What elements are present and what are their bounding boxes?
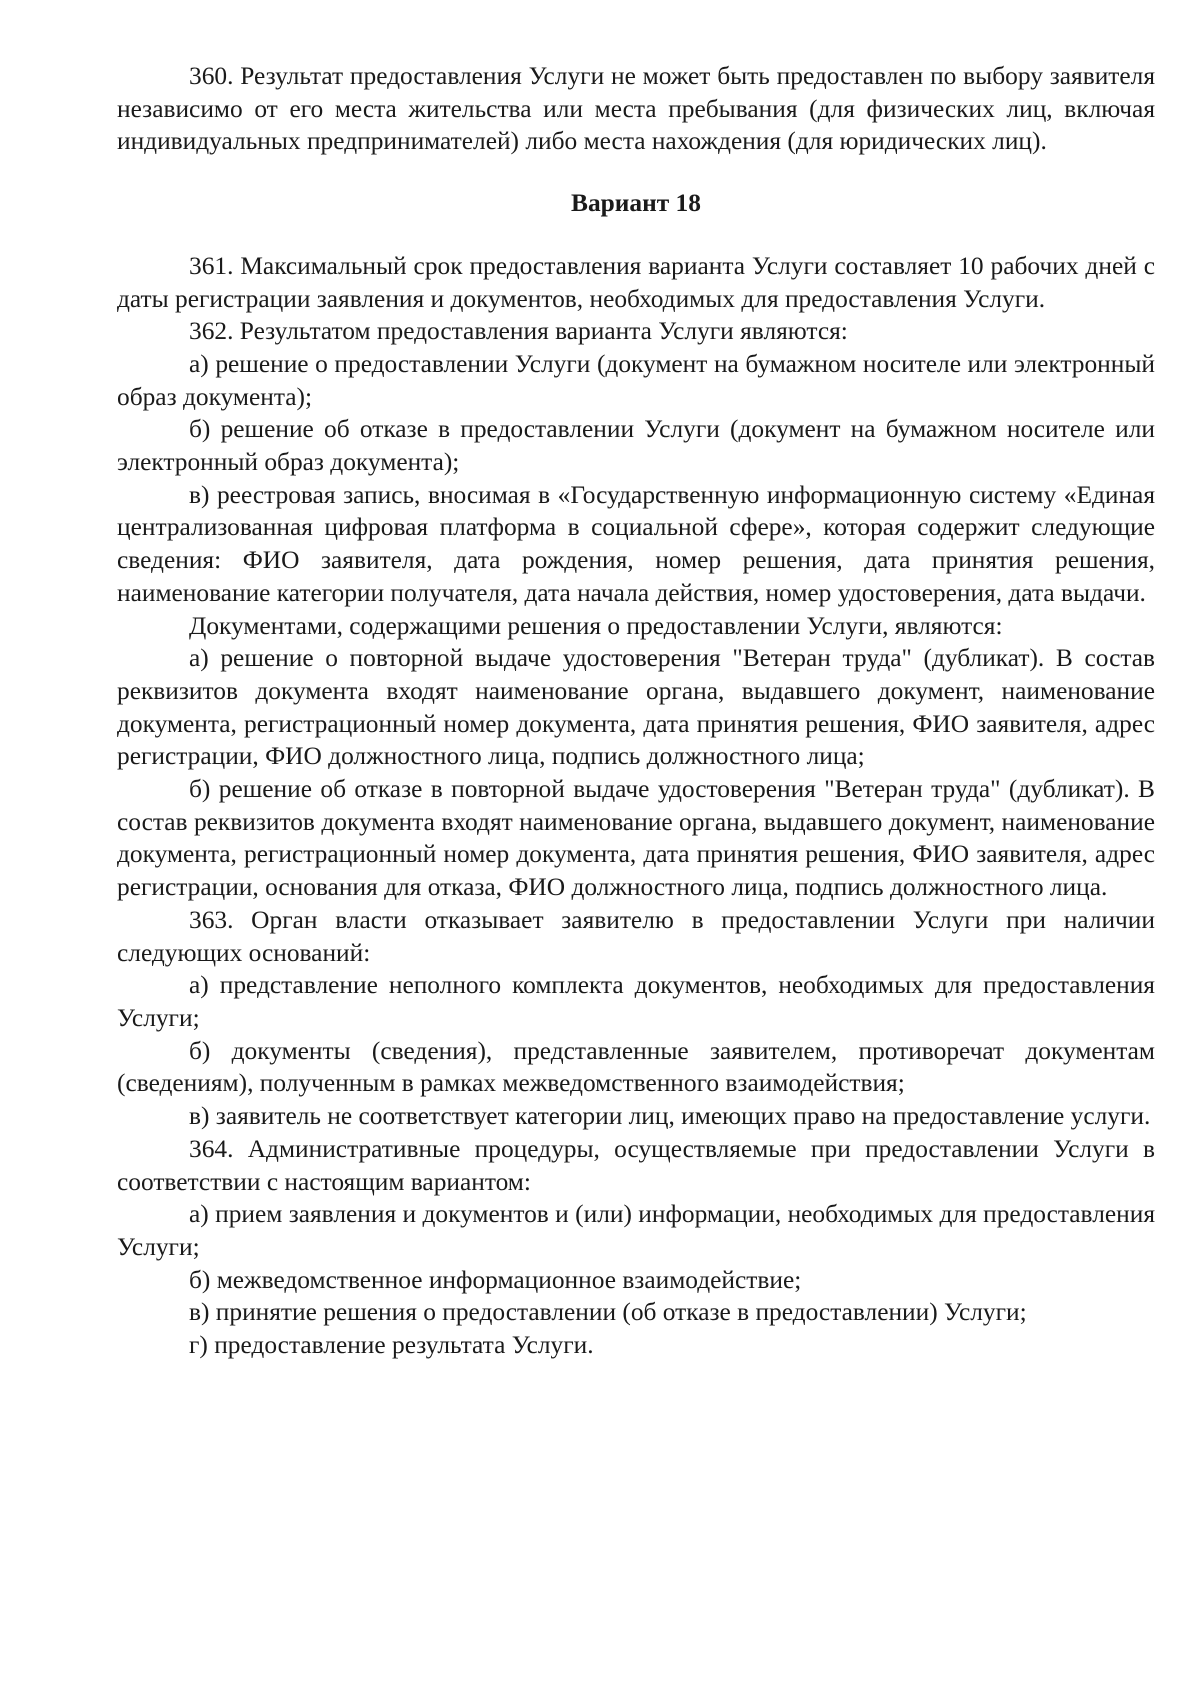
paragraph-361: 361. Максимальный срок предоставления варианта Услуги составляет 10 рабочих дней с даты регистрации заявления и документов, необходимых для предоставления Услуги. bbox=[117, 251, 1155, 313]
paragraph-documents-b: б) решение об отказе в повторной выдаче удостоверения "Ветеран труда" (дубликат). В состав реквизитов документа входят наименование органа, выдавшего документ, наименование документа, регистрационный номер документа, дата принятия решения, ФИО заявителя, адрес регистрации, основания для отказа, ФИО должностного лица, подпись должностного лица. bbox=[117, 775, 1155, 902]
paragraph-360: 360. Результат предоставления Услуги не может быть предоставлен по выбору заявителя независимо от его места жительства или места пребывания (для физических лиц, включая индивидуальных предпринимателей) либо места нахождения (для юридических лиц). bbox=[117, 62, 1155, 156]
paragraph-363-v: в) заявитель не соответствует категории лиц, имеющих право на предоставление услуги. bbox=[189, 1102, 1151, 1131]
paragraph-363-a: а) представление неполного комплекта документов, необходимых для предоставления Услуги; bbox=[117, 971, 1155, 1032]
paragraph-documents-intro: Документами, содержащими решения о предоставлении Услуги, являются: bbox=[189, 611, 1003, 640]
paragraph-363: 363. Орган власти отказывает заявителю в предоставлении Услуги при наличии следующих оснований: bbox=[117, 905, 1155, 967]
paragraph-362: 362. Результатом предоставления варианта Услуги являются: bbox=[189, 317, 848, 346]
document-page bbox=[117, 60, 1155, 1362]
paragraph-364-v: в) принятие решения о предоставлении (об отказе в предоставлении) Услуги; bbox=[189, 1298, 1027, 1327]
paragraph-362-a: а) решение о предоставлении Услуги (документ на бумажном носителе или электронный образ документа); bbox=[117, 349, 1155, 411]
section-heading: Вариант 18 bbox=[571, 189, 701, 218]
paragraph-363-b: б) документы (сведения), представленные заявителем, противоречат документам (сведениям), полученным в рамках межведомственного взаимодействия; bbox=[117, 1036, 1155, 1098]
paragraph-364-b: б) межведомственное информационное взаимодействие; bbox=[189, 1265, 802, 1294]
paragraph-documents-a: а) решение о повторной выдаче удостоверения "Ветеран труда" (дубликат). В состав реквизитов документа входят наименование органа, выдавшего документ, наименование документа, регистрационный номер документа, дата принятия решения, ФИО заявителя, адрес регистрации, ФИО должностного лица, подпись должностного лица; bbox=[117, 644, 1155, 771]
paragraph-364: 364. Административные процедуры, осуществляемые при предоставлении Услуги в соответствии с настоящим вариантом: bbox=[117, 1134, 1155, 1196]
paragraph-362-b: б) решение об отказе в предоставлении Услуги (документ на бумажном носителе или электронный образ документа); bbox=[117, 415, 1155, 477]
paragraph-362-v: в) реестровая запись, вносимая в «Государственную информационную систему «Единая централизованная цифровая платформа в социальной сфере», которая содержит следующие сведения: ФИО заявителя, дата рождения, номер решения, дата принятия решения, наименование категории получателя, дата начала действия, номер удостоверения, дата выдачи. bbox=[117, 480, 1155, 607]
paragraph-364-a: а) прием заявления и документов и (или) информации, необходимых для предоставления Услуги; bbox=[117, 1200, 1155, 1261]
paragraph-364-g: г) предоставление результата Услуги. bbox=[189, 1331, 594, 1360]
